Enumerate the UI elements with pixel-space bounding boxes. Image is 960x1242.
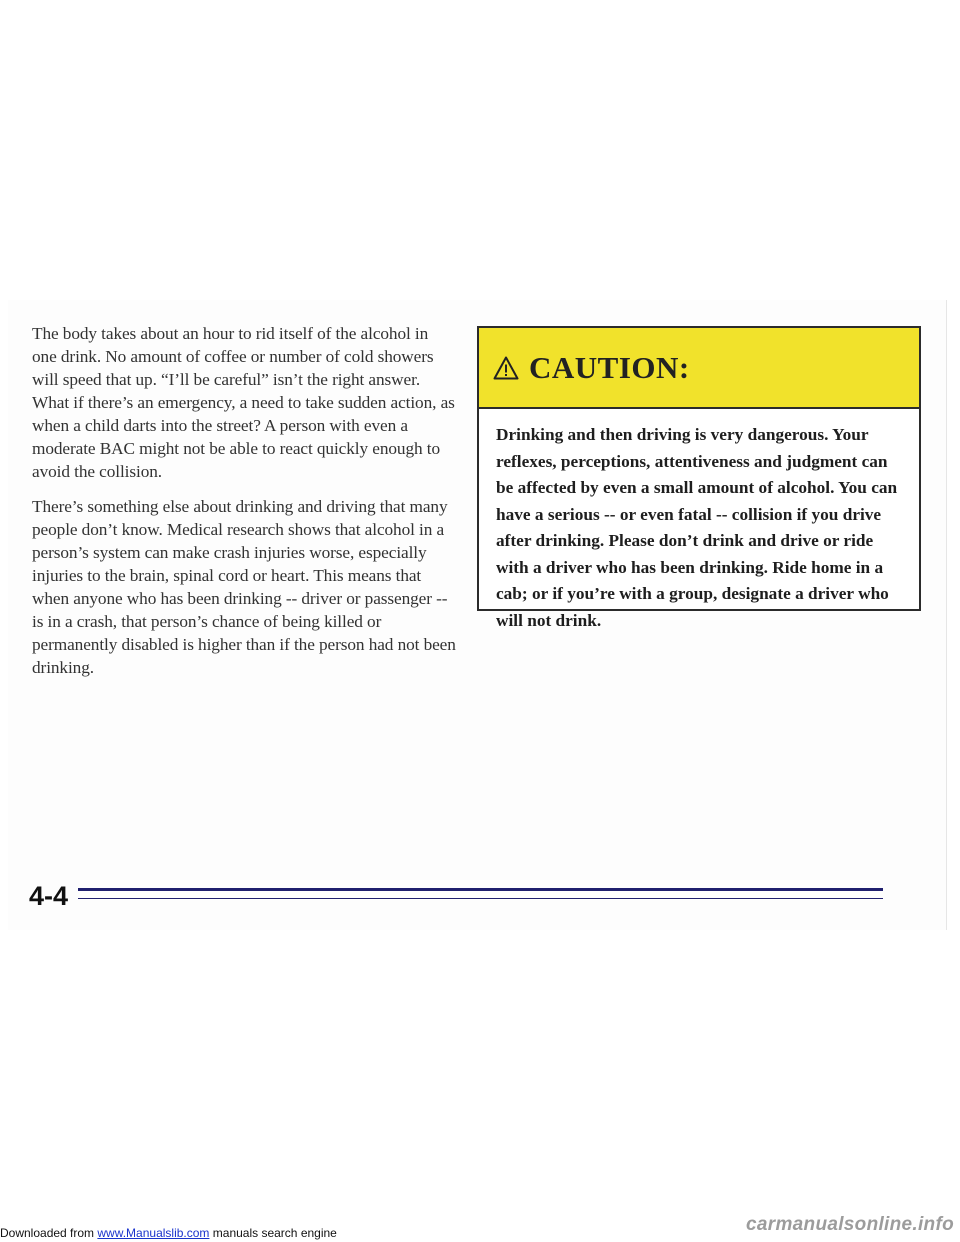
download-footer xyxy=(0,1226,337,1240)
watermark: carmanualsonline.info xyxy=(746,1214,954,1235)
body-text-column xyxy=(32,322,457,691)
caution-text: Drinking and then driving is very dangerous. Your reflexes, perceptions, attentiveness and judgment can be affected by even a small amount of alcohol. You can have a serious -- or even fatal -- collision if you drive after drinking. Please don’t drink and drive or ride with a driver who has been drinking. Ride home in a cab; or if you’re with a group, designate a driver who will not drink. xyxy=(496,425,898,630)
footer-rule-thin xyxy=(78,898,883,899)
footer-suffix: manuals search engine xyxy=(209,1226,337,1240)
page-number: 4-4 xyxy=(29,881,69,911)
caution-title: CAUTION: xyxy=(529,349,690,385)
warning-triangle-icon xyxy=(493,356,519,380)
caution-box xyxy=(477,326,921,630)
caution-header xyxy=(479,328,919,409)
footer-rule xyxy=(78,888,883,891)
body-paragraph: The body takes about an hour to rid itself of the alcohol in one drink. No amount of coffee or number of cold showers will speed that up. “I’ll be careful” isn’t the right answer. What if there’s an emergency, a need to take sudden action, as when a child darts into the street? A person with even a moderate BAC might not be able to react quickly enough to avoid the collision. xyxy=(32,324,455,481)
footer-prefix: Downloaded from xyxy=(0,1226,98,1240)
body-paragraph: There’s something else about drinking and driving that many people don’t know. Medical research shows that alcohol in a person’s system can make crash injuries worse, especially injuries to the brain, spinal cord or heart. This means that when anyone who has been drinking -- driver or passenger -- is in a crash, that person’s chance of being killed or permanently disabled is higher than if the person had not been drinking. xyxy=(32,497,456,677)
manualslib-link[interactable]: www.Manualslib.com xyxy=(97,1226,210,1240)
